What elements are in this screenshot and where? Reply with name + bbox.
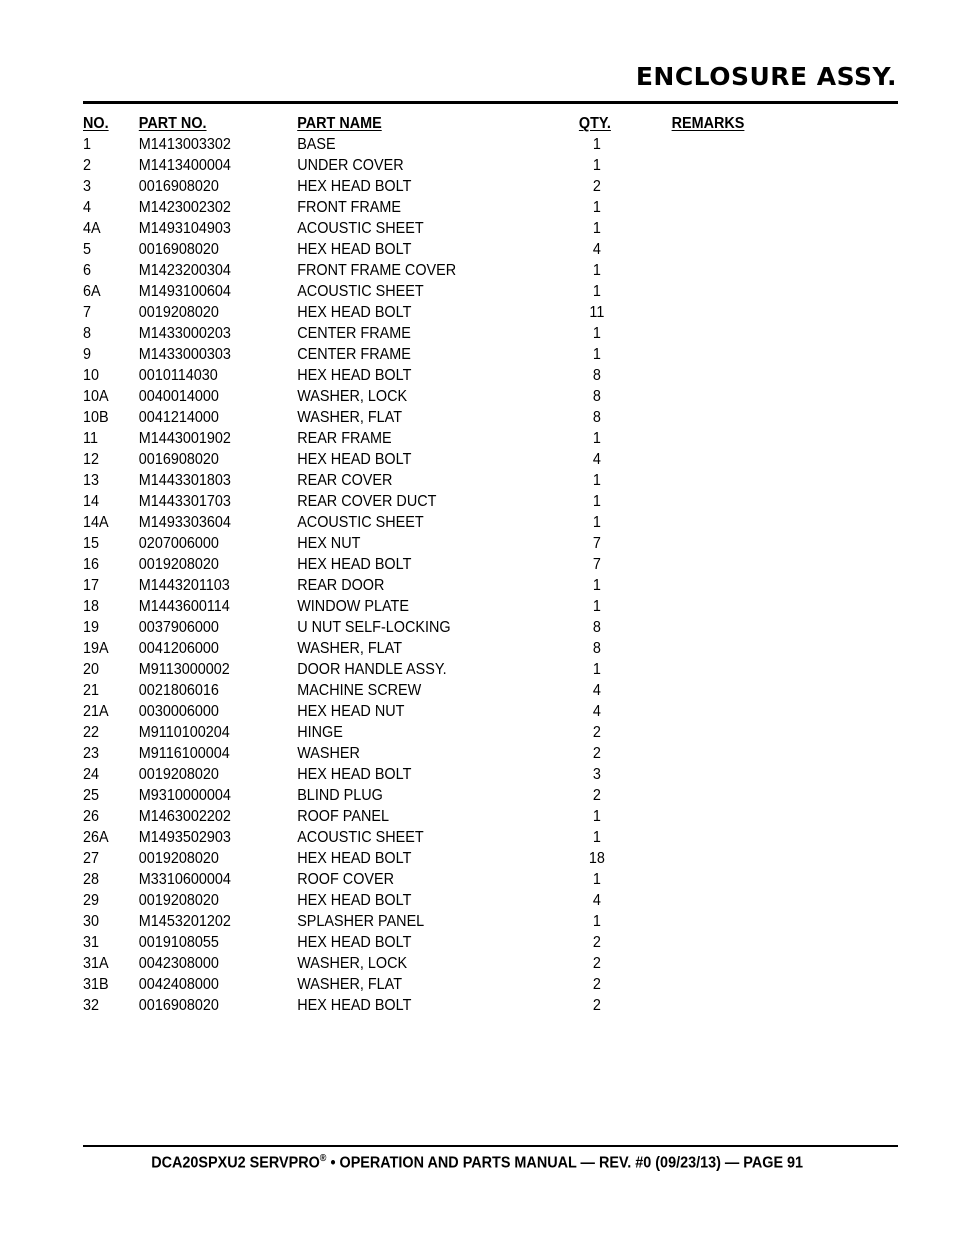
cell-no: 24: [83, 766, 100, 783]
cell-no: 14A: [83, 514, 109, 531]
cell-qty: 3: [592, 766, 601, 783]
cell-no: 23: [83, 745, 100, 762]
table-row: [83, 764, 713, 785]
table-row: [83, 197, 713, 218]
cell-part-name: HEX HEAD BOLT: [297, 241, 412, 258]
cell-qty: 2: [592, 787, 601, 804]
table-row: [83, 407, 713, 428]
cell-qty: 2: [592, 955, 601, 972]
cell-no: 11: [83, 430, 98, 447]
header-remarks: REMARKS: [671, 115, 745, 132]
cell-no: 27: [83, 850, 100, 867]
cell-no: 10A: [83, 388, 109, 405]
table-row: [83, 638, 713, 659]
cell-qty: 2: [592, 934, 601, 951]
table-row: [83, 953, 713, 974]
header-part-no: PART NO.: [138, 115, 207, 132]
cell-part-no: 0019208020: [138, 556, 219, 573]
cell-no: 3: [83, 178, 92, 195]
cell-no: 10: [83, 367, 100, 384]
table-row: [83, 365, 713, 386]
table-row: [83, 617, 713, 638]
cell-part-no: M9116100004: [138, 745, 230, 762]
cell-part-name: MACHINE SCREW: [297, 682, 422, 699]
parts-table: [83, 113, 783, 1016]
cell-qty: 1: [592, 913, 601, 930]
cell-part-no: 0019208020: [138, 892, 219, 909]
cell-part-no: M9310000004: [138, 787, 231, 804]
cell-qty: 8: [592, 619, 601, 636]
cell-no: 16: [83, 556, 100, 573]
cell-qty: 1: [592, 577, 601, 594]
table-row: [83, 869, 713, 890]
cell-part-no: M1433000303: [138, 346, 231, 363]
cell-part-no: M1423002302: [138, 199, 231, 216]
cell-part-name: REAR COVER: [297, 472, 393, 489]
page-title: ENCLOSURE ASSY.: [635, 62, 897, 91]
cell-part-name: FRONT FRAME: [297, 199, 401, 216]
table-row: [83, 428, 713, 449]
table-row: [83, 701, 713, 722]
cell-part-name: UNDER COVER: [297, 157, 404, 174]
table-row: [83, 995, 713, 1016]
table-row: [83, 449, 713, 470]
cell-part-no: 0037906000: [138, 619, 219, 636]
cell-part-no: M1493303604: [138, 514, 231, 531]
cell-qty: 1: [592, 661, 601, 678]
cell-part-name: HEX HEAD BOLT: [297, 850, 412, 867]
table-row: [83, 743, 713, 764]
cell-part-name: SPLASHER PANEL: [297, 913, 425, 930]
cell-qty: 4: [592, 892, 601, 909]
table-row: [83, 218, 713, 239]
table-row: [83, 281, 713, 302]
table-row: [83, 575, 713, 596]
cell-part-name: HEX HEAD BOLT: [297, 766, 412, 783]
cell-part-no: M1493104903: [138, 220, 231, 237]
cell-no: 19A: [83, 640, 109, 657]
cell-qty: 1: [592, 220, 601, 237]
cell-part-name: BASE: [297, 136, 336, 153]
cell-no: 12: [83, 451, 100, 468]
cell-qty: 8: [592, 367, 601, 384]
cell-no: 31A: [83, 955, 109, 972]
cell-no: 30: [83, 913, 100, 930]
cell-part-no: 0019208020: [138, 850, 219, 867]
cell-qty: 1: [592, 829, 601, 846]
table-row: [83, 827, 713, 848]
cell-no: 18: [83, 598, 100, 615]
cell-part-no: M9113000002: [138, 661, 230, 678]
cell-no: 26: [83, 808, 100, 825]
header-rule: [83, 101, 898, 104]
cell-qty: 1: [592, 136, 601, 153]
cell-no: 6A: [83, 283, 101, 300]
cell-part-no: M1443600114: [138, 598, 230, 615]
cell-part-no: M1423200304: [138, 262, 231, 279]
cell-part-name: WINDOW PLATE: [297, 598, 409, 615]
cell-part-no: 0019208020: [138, 304, 219, 321]
cell-part-name: U NUT SELF-LOCKING: [297, 619, 451, 636]
cell-part-no: 0042308000: [138, 955, 219, 972]
cell-no: 15: [83, 535, 100, 552]
cell-part-name: HINGE: [297, 724, 343, 741]
cell-part-name: HEX HEAD BOLT: [297, 934, 412, 951]
cell-part-no: M1413003302: [138, 136, 231, 153]
table-row: [83, 974, 713, 995]
cell-qty: 8: [592, 388, 601, 405]
cell-qty: 1: [592, 598, 601, 615]
cell-no: 4A: [83, 220, 101, 237]
cell-part-name: HEX HEAD BOLT: [297, 892, 412, 909]
cell-part-no: 0041214000: [138, 409, 219, 426]
cell-part-name: ACOUSTIC SHEET: [297, 283, 424, 300]
cell-part-name: WASHER, LOCK: [297, 955, 408, 972]
cell-part-no: 0021806016: [138, 682, 219, 699]
cell-part-no: M1413400004: [138, 157, 231, 174]
cell-qty: 2: [592, 745, 601, 762]
cell-part-name: ACOUSTIC SHEET: [297, 514, 424, 531]
table-row: [83, 554, 713, 575]
table-row: [83, 806, 713, 827]
table-header-row: [83, 113, 745, 134]
cell-qty: 1: [592, 493, 601, 510]
table-row: [83, 176, 713, 197]
cell-part-no: M1443301803: [138, 472, 231, 489]
table-row: [83, 344, 713, 365]
cell-part-no: 0016908020: [138, 997, 219, 1014]
table-row: [83, 512, 713, 533]
cell-part-no: M1493502903: [138, 829, 231, 846]
table-row: [83, 533, 713, 554]
cell-qty: 2: [592, 997, 601, 1014]
cell-qty: 4: [592, 451, 601, 468]
cell-no: 5: [83, 241, 92, 258]
cell-no: 26A: [83, 829, 109, 846]
cell-qty: 7: [592, 556, 601, 573]
cell-qty: 1: [592, 283, 601, 300]
cell-no: 2: [83, 157, 92, 174]
cell-no: 14: [83, 493, 100, 510]
cell-qty: 2: [592, 724, 601, 741]
cell-part-no: 0040014000: [138, 388, 219, 405]
cell-part-no: 0042408000: [138, 976, 219, 993]
cell-qty: 7: [592, 535, 601, 552]
header-no: NO.: [83, 115, 109, 132]
cell-part-name: HEX HEAD BOLT: [297, 556, 412, 573]
cell-no: 17: [83, 577, 100, 594]
cell-part-name: DOOR HANDLE ASSY.: [297, 661, 447, 678]
table-row: [83, 785, 713, 806]
cell-no: 8: [83, 325, 92, 342]
cell-qty: 2: [592, 178, 601, 195]
footer-manual-info: • OPERATION AND PARTS MANUAL — REV. #0 (09/23/13) — PAGE 91: [326, 1154, 803, 1172]
table-row: [83, 155, 713, 176]
cell-part-name: ACOUSTIC SHEET: [297, 220, 424, 237]
cell-part-name: HEX HEAD BOLT: [297, 178, 412, 195]
cell-qty: 2: [592, 976, 601, 993]
table-row: [83, 722, 713, 743]
table-row: [83, 932, 713, 953]
cell-no: 31B: [83, 976, 109, 993]
cell-part-name: WASHER, LOCK: [297, 388, 408, 405]
cell-part-no: M3310600004: [138, 871, 231, 888]
cell-part-name: BLIND PLUG: [297, 787, 383, 804]
cell-part-name: REAR COVER DUCT: [297, 493, 437, 510]
table-row: [83, 386, 713, 407]
cell-part-name: WASHER, FLAT: [297, 409, 403, 426]
cell-part-name: HEX HEAD NUT: [297, 703, 405, 720]
cell-part-name: ROOF PANEL: [297, 808, 389, 825]
cell-part-no: 0016908020: [138, 241, 219, 258]
cell-part-no: M1443301703: [138, 493, 231, 510]
cell-no: 19: [83, 619, 100, 636]
cell-no: 28: [83, 871, 100, 888]
cell-qty: 1: [592, 157, 601, 174]
cell-part-name: REAR DOOR: [297, 577, 385, 594]
cell-part-name: WASHER, FLAT: [297, 640, 403, 657]
cell-no: 21: [83, 682, 100, 699]
cell-part-no: M9110100204: [138, 724, 230, 741]
table-row: [83, 596, 713, 617]
cell-part-no: M1463002202: [138, 808, 231, 825]
cell-part-no: 0010114030: [138, 367, 218, 384]
cell-no: 20: [83, 661, 100, 678]
table-row: [83, 134, 713, 155]
table-row: [83, 323, 713, 344]
cell-no: 32: [83, 997, 100, 1014]
cell-no: 4: [83, 199, 92, 216]
table-row: [83, 491, 713, 512]
cell-no: 6: [83, 262, 92, 279]
cell-no: 13: [83, 472, 100, 489]
cell-qty: 1: [592, 472, 601, 489]
table-row: [83, 911, 713, 932]
cell-part-no: 0030006000: [138, 703, 219, 720]
cell-part-name: HEX HEAD BOLT: [297, 451, 412, 468]
table-row: [83, 680, 713, 701]
cell-part-no: M1443201103: [138, 577, 230, 594]
cell-part-no: M1443001902: [138, 430, 231, 447]
cell-qty: 1: [592, 199, 601, 216]
cell-part-name: WASHER, FLAT: [297, 976, 403, 993]
footer-model: DCA20SPXU2 SERVPRO: [151, 1154, 320, 1172]
cell-part-no: 0016908020: [138, 451, 219, 468]
cell-part-name: ACOUSTIC SHEET: [297, 829, 424, 846]
cell-qty: 11: [589, 304, 605, 321]
cell-qty: 18: [588, 850, 605, 867]
cell-qty: 1: [592, 346, 601, 363]
registered-mark: ®: [319, 1153, 327, 1164]
cell-qty: 1: [592, 871, 601, 888]
table-body: [83, 134, 783, 1016]
cell-no: 21A: [83, 703, 109, 720]
table-row: [83, 260, 713, 281]
cell-qty: 1: [592, 808, 601, 825]
cell-no: 25: [83, 787, 100, 804]
table-row: [83, 890, 713, 911]
cell-qty: 1: [592, 514, 601, 531]
cell-no: 31: [83, 934, 100, 951]
cell-part-name: HEX HEAD BOLT: [297, 367, 412, 384]
cell-no: 1: [83, 136, 92, 153]
header-part-name: PART NAME: [297, 115, 382, 132]
cell-qty: 4: [592, 703, 601, 720]
cell-part-name: CENTER FRAME: [297, 346, 411, 363]
cell-part-no: 0019208020: [138, 766, 219, 783]
header-qty: QTY.: [578, 115, 611, 132]
cell-no: 10B: [83, 409, 109, 426]
cell-qty: 1: [592, 325, 601, 342]
cell-part-no: 0207006000: [138, 535, 219, 552]
cell-no: 9: [83, 346, 92, 363]
cell-part-no: 0016908020: [138, 178, 219, 195]
cell-qty: 8: [592, 640, 601, 657]
cell-qty: 1: [592, 430, 601, 447]
cell-qty: 4: [592, 682, 601, 699]
cell-part-no: M1493100604: [138, 283, 231, 300]
table-row: [83, 848, 713, 869]
footer-rule: [83, 1145, 898, 1147]
cell-qty: 1: [592, 262, 601, 279]
page-footer: [0, 1153, 954, 1172]
cell-part-name: ROOF COVER: [297, 871, 395, 888]
table-row: [83, 470, 713, 491]
cell-part-name: CENTER FRAME: [297, 325, 411, 342]
cell-part-no: 0041206000: [138, 640, 219, 657]
table-row: [83, 302, 713, 323]
cell-part-name: FRONT FRAME COVER: [297, 262, 457, 279]
cell-part-name: HEX HEAD BOLT: [297, 997, 412, 1014]
table-row: [83, 659, 713, 680]
cell-no: 29: [83, 892, 100, 909]
cell-part-no: M1433000203: [138, 325, 231, 342]
cell-qty: 8: [592, 409, 601, 426]
cell-part-no: 0019108055: [138, 934, 219, 951]
cell-part-name: HEX HEAD BOLT: [297, 304, 412, 321]
cell-part-name: REAR FRAME: [297, 430, 392, 447]
cell-part-no: M1453201202: [138, 913, 231, 930]
cell-part-name: HEX NUT: [297, 535, 361, 552]
cell-part-name: WASHER: [297, 745, 360, 762]
cell-qty: 4: [592, 241, 601, 258]
table-row: [83, 239, 713, 260]
cell-no: 7: [83, 304, 92, 321]
cell-no: 22: [83, 724, 100, 741]
